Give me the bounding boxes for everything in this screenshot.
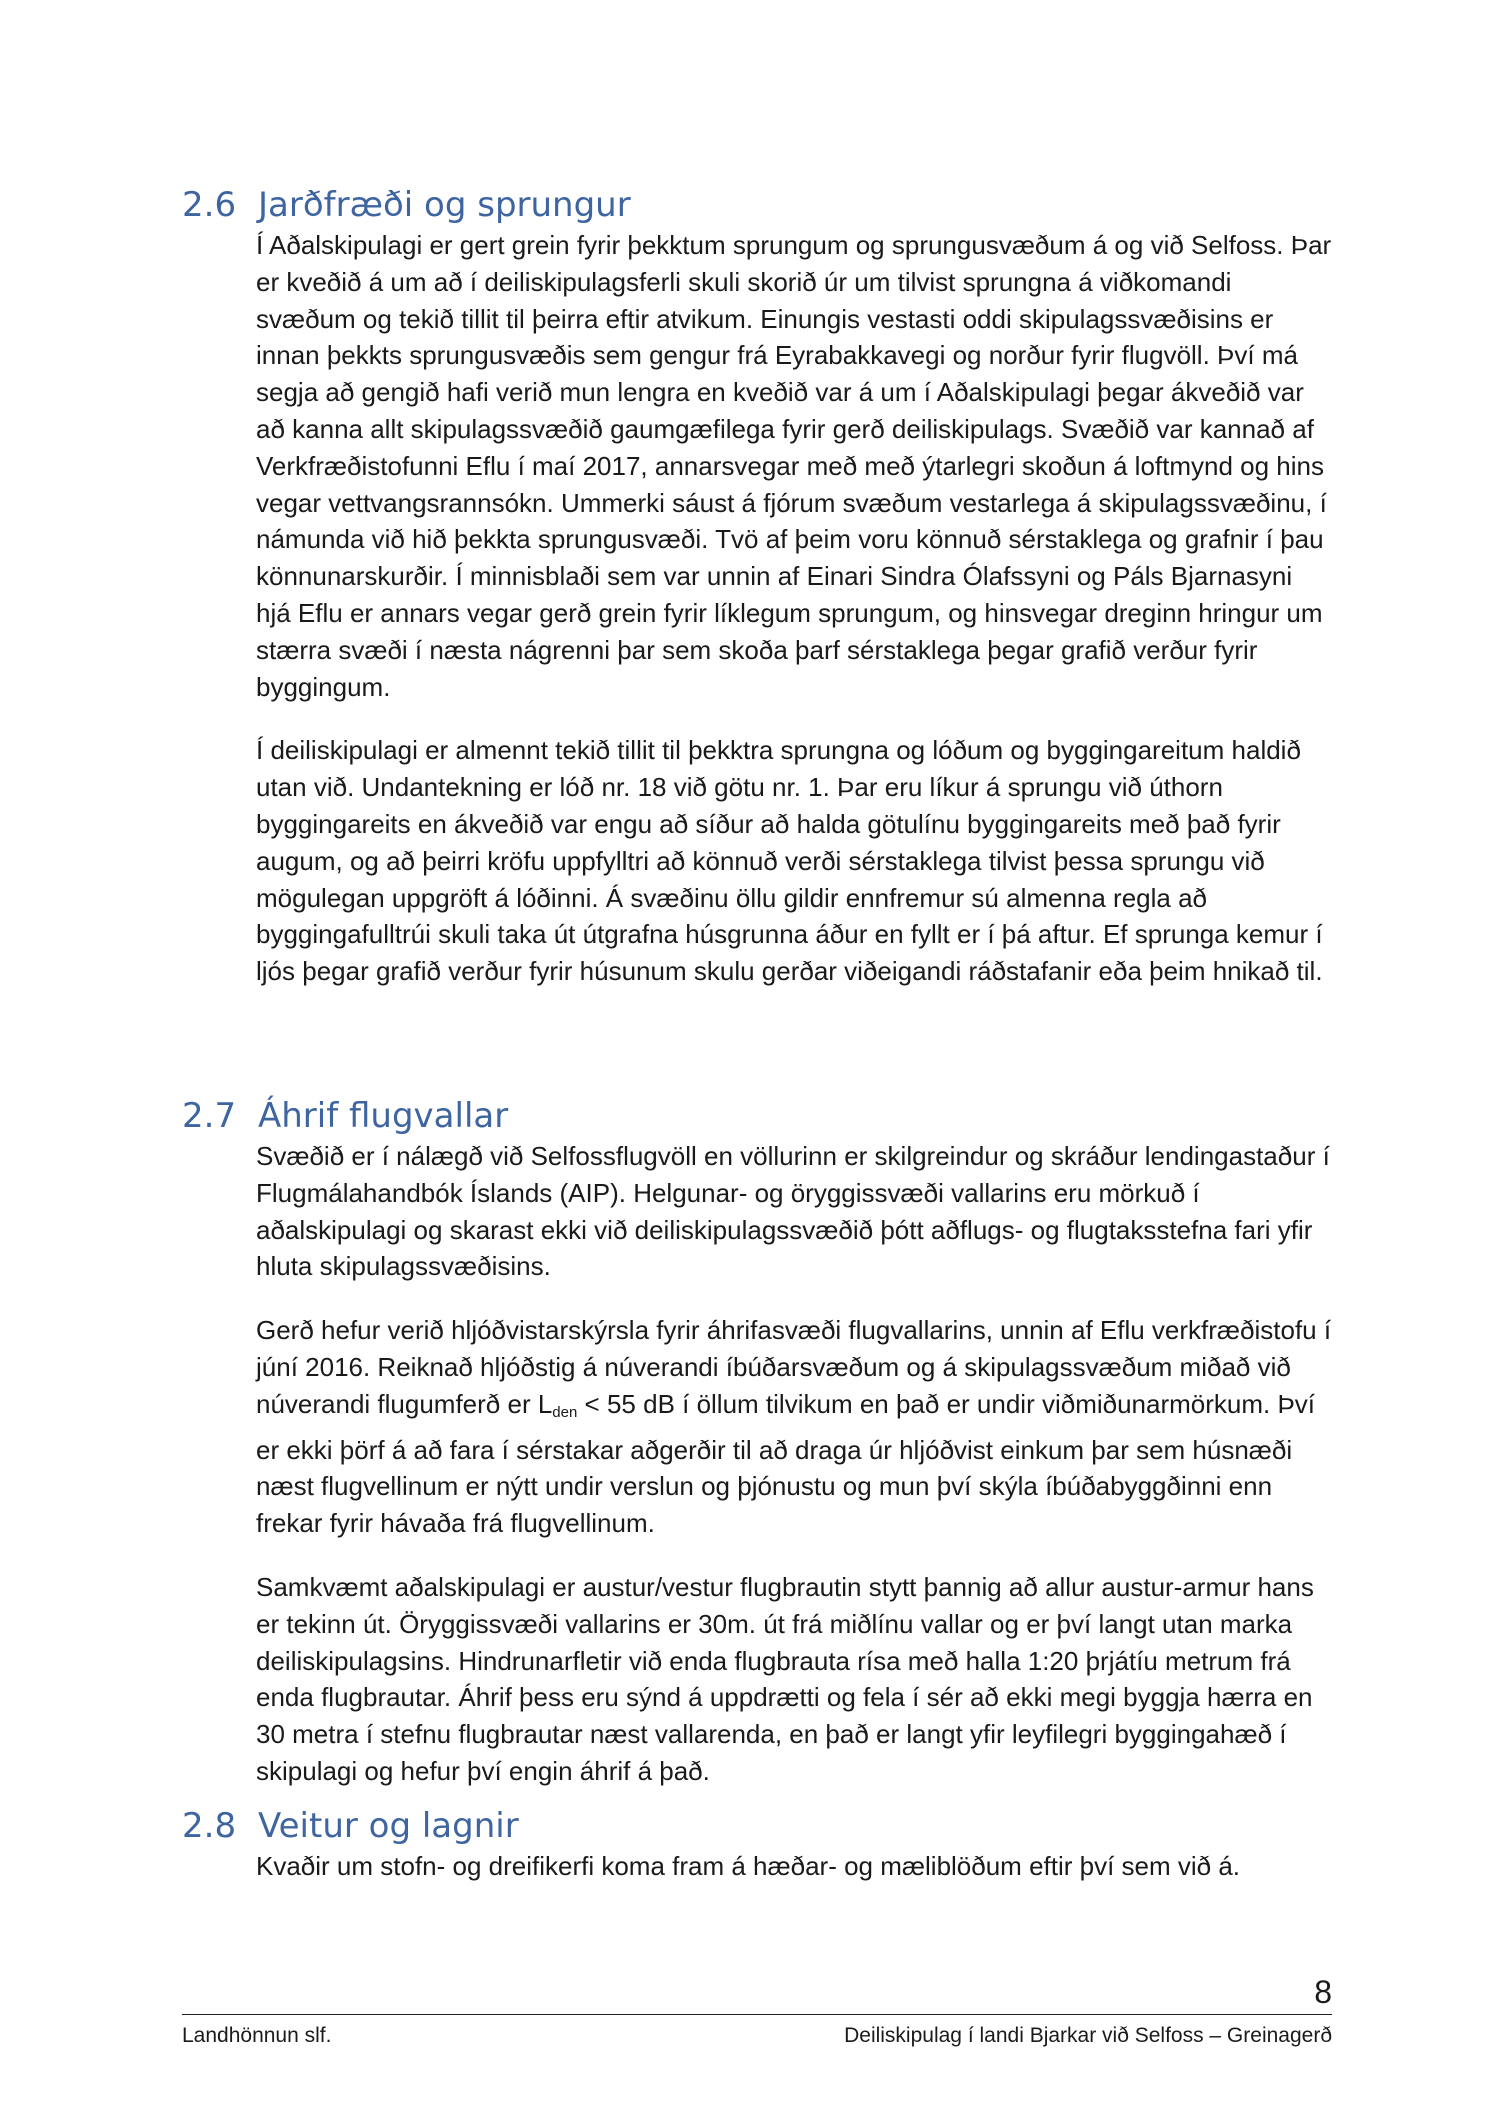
paragraph: Í Aðalskipulagi er gert grein fyrir þekktum sprungum og sprungusvæðum á og við Selfoss. Þar er kveðið á um að í deiliskipulagsferli skuli skorið úr um tilvist sprungna á viðkomandi svæðum og tekið tillit til þeirra eftir atvikum. Einungis vestasti oddi skipulagssvæðisins er innan þekkts sprungusvæðis sem gengur frá Eyrabakkavegi og norður fyrir flugvöll. Því má segja að gengið hafi verið mun lengra en kveðið var á um í Aðalskipulagi þegar ákveðið var að kanna allt skipulagssvæðið gaumgæfilega fyrir gerð deiliskipulags. Svæðið var kannað af Verkfræðistofunni Eflu í maí 2017, annarsvegar með með ýtarlegri skoðun á loftmynd og hins vegar vettvangsrannsókn. Ummerki sáust á fjórum svæðum vestarlega á skipulagssvæðinu, í námunda við hið þekkta sprungusvæði. Tvö af þeim voru könnuð sérstaklega og grafnir í þau könnunarskurðir. Í minnisblaði sem var unnin af Einari Sindra Ólafssyni og Páls Bjarnasyni hjá Eflu er annars vegar gerð grein fyrir líklegum sprungum, og hinsvegar dreginn hringur um stærra svæði í næsta nágrenni þar sem skoða þarf sérstaklega þegar grafið verður fyrir byggingum. xyxy=(256,230,1332,702)
section-number: 2.7 xyxy=(182,1096,237,1136)
section-body xyxy=(256,227,1332,990)
section-title: Áhrif flugvallar xyxy=(258,1096,509,1136)
paragraph: Í deiliskipulagi er almennt tekið tillit til þekktra sprungna og lóðum og byggingareitum haldið utan við. Undantekning er lóð nr. 18 við götu nr. 1. Þar eru líkur á sprungu við úthorn byggingareits en ákveðið var engu að síður að halda götulínu byggingareits með það fyrir augum, og að þeirri kröfu uppfylltri að könnuð verði sérstaklega tilvist þessa sprungu við mögulegan uppgröft á lóðinni. Á svæðinu öllu gildir ennfremur sú almenna regla að byggingafulltrúi skuli taka út útgrafna húsgrunna áður en fyllt er í þá aftur. Ef sprunga kemur í ljós þegar grafið verður fyrir húsunum skulu gerðar viðeigandi ráðstafanir eða þeim hnikað til. xyxy=(256,735,1323,987)
paragraph: Samkvæmt aðalskipulagi er austur/vestur flugbrautin stytt þannig að allur austur-armur hans er tekinn út. Öryggissvæði vallarins er 30m. út frá miðlínu vallar og er því langt utan marka deiliskipulagsins. Hindrunarfletir við enda flugbrauta rísa með halla 1:20 þrjátíu metrum frá enda flugbrautar. Áhrif þess eru sýnd á uppdrætti og fela í sér að ekki megi byggja hærra en 30 metra í stefnu flugbrautar næst vallarenda, en það er langt yfir leyfilegri byggingahæð í skipulagi og hefur því engin áhrif á það. xyxy=(256,1571,1314,1786)
section-body xyxy=(256,1848,1332,1885)
section-number: 2.8 xyxy=(182,1806,237,1846)
paragraph-noise-levels xyxy=(256,1312,1332,1542)
section-title: Jarðfræði og sprungur xyxy=(258,185,631,225)
section-number: 2.6 xyxy=(182,185,237,225)
section-2-7 xyxy=(182,1094,1332,1790)
section-2-8 xyxy=(182,1804,1332,1885)
footer-document-title: Deiliskipulag í landi Bjarkar við Selfoss – Greinagerð xyxy=(844,2024,1332,2047)
paragraph: Svæðið er í nálægð við Selfossflugvöll en völlurinn er skilgreindur og skráður lendingastaður í Flugmálahandbók Íslands (AIP). Helgunar- og öryggissvæði vallarins eru mörkuð í aðalskipulagi og skarast ekki við deiliskipulagssvæðið þótt aðflugs- og flugtaksstefna fari yfir hluta skipulagssvæðisins. xyxy=(256,1141,1330,1282)
section-heading xyxy=(182,183,1332,227)
footer-divider xyxy=(182,2014,1332,2015)
paragraph: Kvaðir um stofn- og dreifikerfi koma fram á hæðar- og mæliblöðum eftir því sem við á. xyxy=(256,1851,1241,1881)
paragraph-text: Gerð hefur verið hljóðvistarskýrsla fyrir áhrifasvæði flugvallarins, unnin af Eflu verkfræðistofu í júní 2016. Reiknað hljóðstig á núverandi íbúðarsvæðum og á skipulagssvæðum miðað við núverandi flugumferð er L xyxy=(256,1315,1332,1419)
section-heading xyxy=(182,1804,1332,1848)
section-body xyxy=(256,1138,1332,1790)
page-number: 8 xyxy=(1314,1974,1332,2010)
section-heading xyxy=(182,1094,1332,1138)
footer-company: Landhönnun slf. xyxy=(182,2024,332,2047)
subscript-den: den xyxy=(552,1403,578,1421)
section-title: Veitur og lagnir xyxy=(258,1806,519,1846)
section-2-6 xyxy=(182,183,1332,990)
paragraph-text: < 55 dB í öllum tilvikum en það er undir viðmiðunarmörkum. Því er ekki þörf á að fara í sérstakar aðgerðir til að draga úr hljóðvist einkum þar sem húsnæði næst flugvellinum er nýtt undir verslun og þjónustu og mun því skýla íbúðabyggðinni enn frekar fyrir hávaða frá flugvellinum. xyxy=(256,1388,1316,1539)
